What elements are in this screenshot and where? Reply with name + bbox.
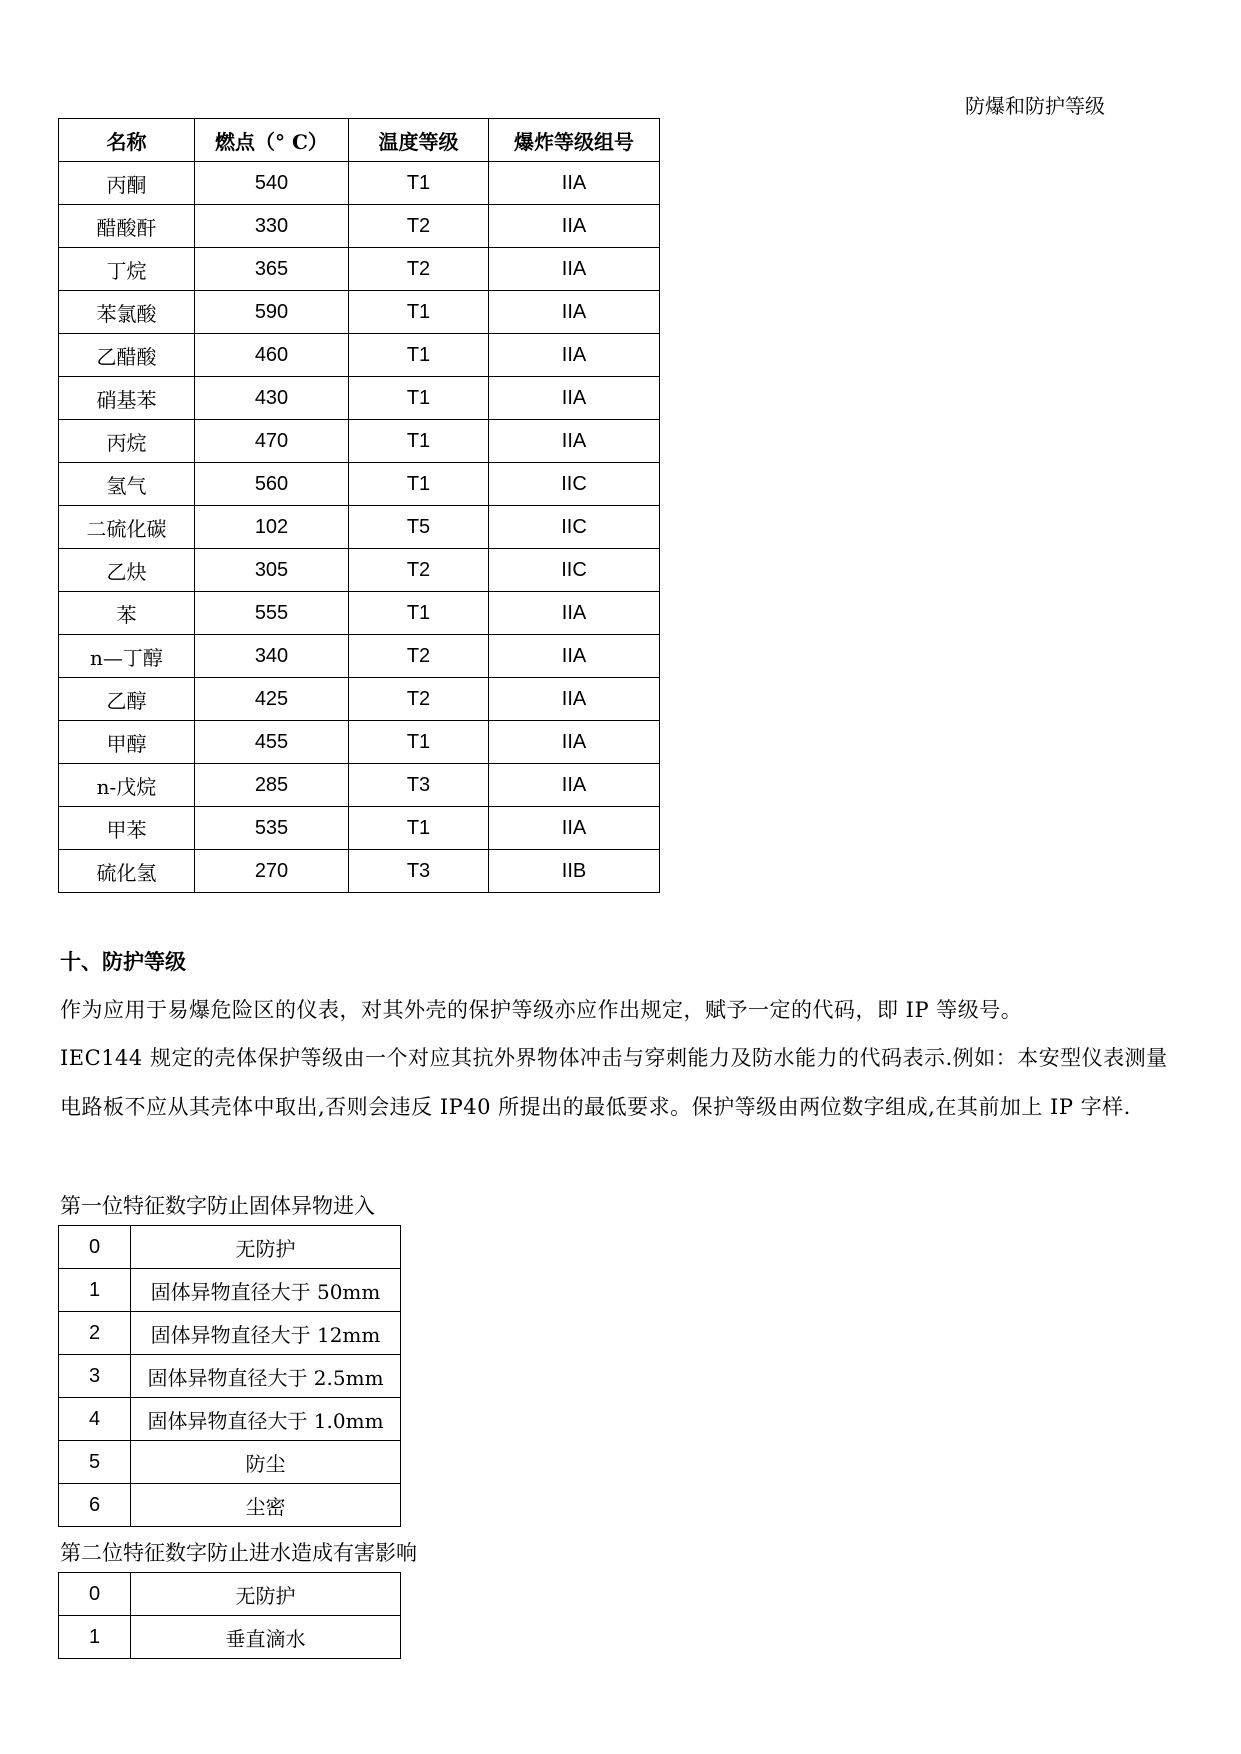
table-row	[59, 549, 660, 592]
table-row	[59, 205, 660, 248]
table-row	[59, 1573, 401, 1616]
cell-description: 防尘	[131, 1441, 401, 1484]
table-row	[59, 162, 660, 205]
cell-explosion-group: IIA	[489, 764, 660, 807]
cell-description: 无防护	[131, 1573, 401, 1616]
cell-temperature-class: T1	[349, 420, 489, 463]
cell-temperature-class: T1	[349, 721, 489, 764]
cell-name: 氢气	[59, 463, 195, 506]
cell-description: 尘密	[131, 1484, 401, 1527]
cell-description: 固体异物直径大于 1.0mm	[131, 1398, 401, 1441]
table-row	[59, 1441, 401, 1484]
table-header-row	[59, 119, 660, 162]
cell-temperature-class: T1	[349, 377, 489, 420]
gas-properties-table	[58, 118, 660, 893]
cell-ignition-point: 430	[195, 377, 349, 420]
table-row	[59, 1355, 401, 1398]
cell-digit: 4	[59, 1398, 131, 1441]
table-row	[59, 248, 660, 291]
cell-explosion-group: IIB	[489, 850, 660, 893]
cell-ignition-point: 340	[195, 635, 349, 678]
cell-name: 丙酮	[59, 162, 195, 205]
cell-temperature-class: T2	[349, 248, 489, 291]
cell-name: n-戊烷	[59, 764, 195, 807]
cell-description: 固体异物直径大于 2.5mm	[131, 1355, 401, 1398]
cell-explosion-group: IIC	[489, 463, 660, 506]
cell-digit: 6	[59, 1484, 131, 1527]
cell-explosion-group: IIC	[489, 549, 660, 592]
cell-explosion-group: IIA	[489, 678, 660, 721]
table-row	[59, 1269, 401, 1312]
caption-second-digit: 第二位特征数字防止进水造成有害影响	[60, 1541, 417, 1565]
cell-ignition-point: 460	[195, 334, 349, 377]
table-row	[59, 721, 660, 764]
cell-temperature-class: T2	[349, 205, 489, 248]
cell-temperature-class: T1	[349, 807, 489, 850]
cell-ignition-point: 305	[195, 549, 349, 592]
cell-digit: 3	[59, 1355, 131, 1398]
cell-explosion-group: IIA	[489, 377, 660, 420]
table-row	[59, 291, 660, 334]
table-row	[59, 678, 660, 721]
cell-explosion-group: IIA	[489, 248, 660, 291]
table-row	[59, 1226, 401, 1269]
cell-digit: 0	[59, 1226, 131, 1269]
cell-ignition-point: 102	[195, 506, 349, 549]
cell-temperature-class: T1	[349, 291, 489, 334]
cell-name: 甲苯	[59, 807, 195, 850]
paragraph-ip-intro: 作为应用于易爆危险区的仪表，对其外壳的保护等级亦应作出规定，赋予一定的代码，即 IP 等级号。	[60, 998, 1023, 1022]
paragraph-iec144: IEC144 规定的壳体保护等级由一个对应其抗外界物体冲击与穿刺能力及防水能力的代码表示.例如：本安型仪表测量电路板不应从其壳体中取出,否则会违反 IP40 所提出的最低要求。保护等级由两位数字组成,在其前加上 IP 字样.	[60, 1046, 1168, 1119]
column-header-temperature-class: 温度等级	[349, 119, 489, 162]
cell-ignition-point: 560	[195, 463, 349, 506]
cell-name: 丁烷	[59, 248, 195, 291]
cell-explosion-group: IIA	[489, 635, 660, 678]
page-header-title: 防爆和防护等级	[965, 94, 1105, 118]
cell-ignition-point: 285	[195, 764, 349, 807]
ip-first-digit-table	[58, 1225, 401, 1527]
cell-description: 垂直滴水	[131, 1616, 401, 1659]
cell-temperature-class: T5	[349, 506, 489, 549]
cell-name: 硝基苯	[59, 377, 195, 420]
cell-ignition-point: 455	[195, 721, 349, 764]
cell-ignition-point: 590	[195, 291, 349, 334]
cell-temperature-class: T1	[349, 334, 489, 377]
cell-description: 固体异物直径大于 50mm	[131, 1269, 401, 1312]
cell-explosion-group: IIA	[489, 721, 660, 764]
cell-ignition-point: 425	[195, 678, 349, 721]
table-row	[59, 506, 660, 549]
cell-temperature-class: T2	[349, 678, 489, 721]
table-row	[59, 764, 660, 807]
cell-temperature-class: T1	[349, 162, 489, 205]
cell-temperature-class: T2	[349, 635, 489, 678]
cell-description: 无防护	[131, 1226, 401, 1269]
cell-digit: 5	[59, 1441, 131, 1484]
cell-name: 乙醋酸	[59, 334, 195, 377]
cell-name: 二硫化碳	[59, 506, 195, 549]
cell-temperature-class: T3	[349, 850, 489, 893]
cell-explosion-group: IIA	[489, 162, 660, 205]
cell-name: 丙烷	[59, 420, 195, 463]
cell-name: 甲醇	[59, 721, 195, 764]
cell-explosion-group: IIA	[489, 592, 660, 635]
column-header-name: 名称	[59, 119, 195, 162]
cell-explosion-group: IIA	[489, 420, 660, 463]
cell-ignition-point: 555	[195, 592, 349, 635]
table-row	[59, 1398, 401, 1441]
column-header-ignition-point: 燃点（° C）	[195, 119, 349, 162]
cell-explosion-group: IIA	[489, 334, 660, 377]
cell-explosion-group: IIC	[489, 506, 660, 549]
caption-first-digit: 第一位特征数字防止固体异物进入	[60, 1194, 375, 1218]
cell-name: 苯	[59, 592, 195, 635]
table-row	[59, 635, 660, 678]
cell-ignition-point: 270	[195, 850, 349, 893]
cell-temperature-class: T1	[349, 592, 489, 635]
cell-digit: 1	[59, 1269, 131, 1312]
table-row	[59, 334, 660, 377]
cell-name: 乙炔	[59, 549, 195, 592]
cell-temperature-class: T3	[349, 764, 489, 807]
table-row	[59, 1312, 401, 1355]
cell-temperature-class: T2	[349, 549, 489, 592]
cell-ignition-point: 365	[195, 248, 349, 291]
cell-name: 硫化氢	[59, 850, 195, 893]
cell-ignition-point: 535	[195, 807, 349, 850]
table-row	[59, 592, 660, 635]
cell-ignition-point: 540	[195, 162, 349, 205]
cell-ignition-point: 470	[195, 420, 349, 463]
cell-name: 乙醇	[59, 678, 195, 721]
table-row	[59, 1484, 401, 1527]
cell-name: 苯氯酸	[59, 291, 195, 334]
table-row	[59, 1616, 401, 1659]
cell-explosion-group: IIA	[489, 291, 660, 334]
cell-explosion-group: IIA	[489, 205, 660, 248]
table-row	[59, 420, 660, 463]
cell-digit: 1	[59, 1616, 131, 1659]
table-row	[59, 807, 660, 850]
table-row	[59, 463, 660, 506]
cell-name: n—丁醇	[59, 635, 195, 678]
table-row	[59, 377, 660, 420]
table-row	[59, 850, 660, 893]
cell-ignition-point: 330	[195, 205, 349, 248]
ip-second-digit-table	[58, 1572, 401, 1659]
cell-digit: 2	[59, 1312, 131, 1355]
cell-explosion-group: IIA	[489, 807, 660, 850]
section-title: 十、防护等级	[60, 949, 186, 974]
column-header-explosion-group: 爆炸等级组号	[489, 119, 660, 162]
cell-digit: 0	[59, 1573, 131, 1616]
cell-name: 醋酸酐	[59, 205, 195, 248]
cell-description: 固体异物直径大于 12mm	[131, 1312, 401, 1355]
cell-temperature-class: T1	[349, 463, 489, 506]
